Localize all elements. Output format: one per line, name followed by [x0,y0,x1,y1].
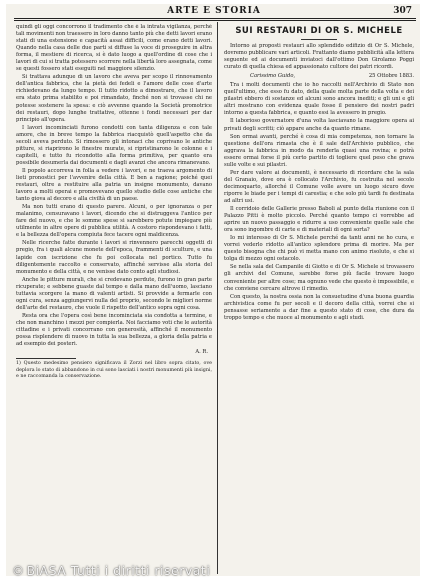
left-paragraph: Nelle ricerche fatte durante i lavori si rinvennero parecchi oggetti di pregio, fra i quali alcune monete dell'epoca, frammenti di sculture, e una lapide con iscrizione che fu poi collocata nel portico. Tutto fu diligentemente raccolto e conservato, affinché servisse alla storia del monumento e della città, e ne venisse dato conto agli studiosi. [16,240,212,275]
copyright-icon: © [12,564,25,578]
header-rule-secondary [14,20,416,21]
title-rule [301,39,337,40]
letter-date: 25 Ottobre 1883. [368,73,414,80]
page-header [14,6,414,18]
left-column [16,24,212,572]
footnote: 1) Questo medesimo pensiero significava il Zorzi nel libro sopra citato, ove deplora lo stato di abbandono in cui sono lasciati i nostri monumenti più insigni, e ne raccomanda la conservazione. [16,361,212,379]
letter-salutation: Carissimo Guido, [250,73,296,80]
right-paragraph: Son ormai avanti, perché è cosa di mia competenza, non tornare la questione dell'ora rimasta che è il sale dell'Archivio pubblico, che aggrava la fabbrica in modo da renderla quasi una rovina; e potrà essere ormai forse il più certo partito di togliere quel peso che grava sulle volte e sui pilastri. [224,133,414,168]
footnote-rule [16,358,76,359]
watermark [0,560,428,582]
left-paragraph: quindi gli oggi concorrono il tradimento che è la intrata vigilanza, perché tali movimenti non traessero in loro danno tanto più che detti lavori erano stati di una estensione e capacità assai difficili, come erano detti lavori. Quando nella casa delle due parti si diffuse la voce di proseguire in altra forma, il mestiere di ricerca, si è dato luogo a quell'ordine di cose che i lavori di cui si tratta potessero scorrere nella libertà loro assegnata, come se questi fossero stati eseguiti nel maggiore silenzio. [16,24,212,73]
running-title: ARTE E STORIA [167,6,261,16]
left-paragraph: Si trattava adunque di un lavoro che aveva per scopo il rinnovamento dell'antica fabbrica, che la pietà dei fedeli e l'amore delle cose d'arte richiedevano da lungo tempo. Il tutto ridotto a dimostrare, che il lavoro era stato prima stabilito e poi rimandato, finché non si trovasse chi ne potesse sostenere la spesa: e ciò avvenne quando la Società promotrice dei restauri, dopo lunghe trattative, ottenne i fondi necessari per dar principio all'opera. [16,74,212,123]
column-divider [217,22,218,574]
left-paragraph: Il popolo accorreva in folla a vedere i lavori, e ne traeva argomento di lieti pronostici per l'avvenire della città. E ben a ragione; poiché quei restauri, oltre a restituire alla patria un insigne monumento, davano lavoro a molti operai e promovevano quello studio delle cose antiche che tanto giova al decoro e alla civiltà di un paese. [16,167,212,203]
left-paragraph: Anche le pitture murali, che si credevano perdute, furono in gran parte ricuperate; e sebbene guaste dal tempo e dalla mano dell'uomo, lasciano tuttavia scorgere la mano di valenti artisti. Si provvide a fermarle con ogni cura, senza aggiungervi nulla del proprio, secondo le migliori norme dell'arte del restauro, che vuole il rispetto dell'antico sopra ogni cosa. [16,276,212,311]
article-signature: A. R. [195,349,208,356]
right-paragraph: Con questo, la nostra ossia non la consuetudine d'una buona guardia archivistica come fu per secoli e il decoro della città, vorrei che si pensasse seriamente a dar fine a questo stato di cose, che dura da troppo tempo e che nuoce al monumento e agli studi. [224,293,414,321]
page-number: 307 [393,6,412,16]
right-paragraph: Per dare valore ai documenti, è necessario di ricordare che la sala del Granaio, dove ora è collocato l'Archivio, fu costruita nel secolo decimoquarto, allorché il Comune volle avere un luogo sicuro dove riporre le biade per i tempi di carestia; e che solo più tardi fu destinata ad altri usi. [224,169,414,204]
journal-page [6,4,420,576]
right-paragraph: Se nella sala del Campanile di Giotto e di Or S. Michele si trovassero gli archivi del Comune, sarebbe forse più facile trovare luogo conveniente per altre cose; ma ognuno vede che questo è impossibile, e che conviene cercare altrove il rimedio. [224,264,414,292]
watermark-text: BiASA Tutti i diritti riservati [26,563,211,578]
left-paragraph: I lavori incominciati furono condotti con tanta diligenza e con tale amore, che in breve tempo la fabbrica riacquistò quell'aspetto che da secoli aveva perduto. Si rimossero gli intonaci che coprivano le antiche pitture, si riaprirono le finestre murate, si ripristinarono le colonne e i capitelli, e tutto fu ricondotto alla forma primitiva, per quanto era possibile desumerla dai documenti e dagli avanzi che ancora rimanevano. [16,124,212,166]
left-paragraph: Ma non tutti erano di questo parere. Alcuni, o per ignoranza o per malanimo, censuravano i lavori, dicendo che si distruggeva l'antico per fare del nuovo, e che le somme spese si sarebbero potute impiegare più utilmente in altre opere di pubblica utilità. A costoro rispondevano i fatti, e la bellezza dell'opera compiuta fece tacere ogni maldicenza. [16,204,212,239]
right-column [224,24,414,572]
header-rule [14,18,416,19]
right-paragraph: Il laborioso governatore d'una volta lasciavano la maggiore opera ai privati degli scritti; ciò appare anche da quanto rimane. [224,118,414,132]
left-paragraph: Resta ora che l'opera così bene incominciata sia condotta a termine, e che non manchino i mezzi per compierla. Noi facciamo voti che le autorità cittadine e i privati concorrano con generosità, affinché il monumento possa risplendere di nuovo in tutta la sua bellezza, a gloria della patria e ad esempio dei posteri. [16,312,212,348]
letter-byline [224,73,414,80]
right-paragraph: Tra i molti documenti che io ho raccolti nell'Archivio di Stato non quell'ultimo, che esso fu dato, della quale molta parte della volta e dei pilastri ebbero di sostanze ed alcuni sono ancora inediti; e gli uni e gli altri mostrano con evidenza quale fosse il pensiero dei nostri padri intorno a questa fabbrica, e quanto essi la avessero in pregio. [224,82,414,117]
article-title: SUI RESTAURI DI OR S. MICHELE [235,26,403,36]
right-paragraph: Il corridoio delle Gallerie presso Baboli al punto della riunione con il Palazzo Pitti è molto piccolo. Perché quanto tempo ci vorrebbe ad aprire un nuovo passaggio e ridurre a uso conveniente quelle sale che ora sono ingombre di carte e di materiali di ogni sorta? [224,206,414,234]
article-intro: Intorno ai proposti restauri allo splendido edifizio di Or S. Michele, dovremo pubblicare vari articoli. Frattanto diamo pubblicità alla lettera seguente ed ai documenti inviatoci dall'ottimo Don Girolamo Poggi curato di quella chiesa ed appassionato cultore dei patri ricordi. [224,43,414,71]
right-paragraph: Io mi interesso di Or S. Michele perché da tanti anni ne ho cura, e vorrei vederlo ridotto all'antico splendore prima di morire. Ma per questo bisogna che chi può vi metta mano con animo risoluto, e che si tolga di mezzo ogni ostacolo. [224,235,414,263]
